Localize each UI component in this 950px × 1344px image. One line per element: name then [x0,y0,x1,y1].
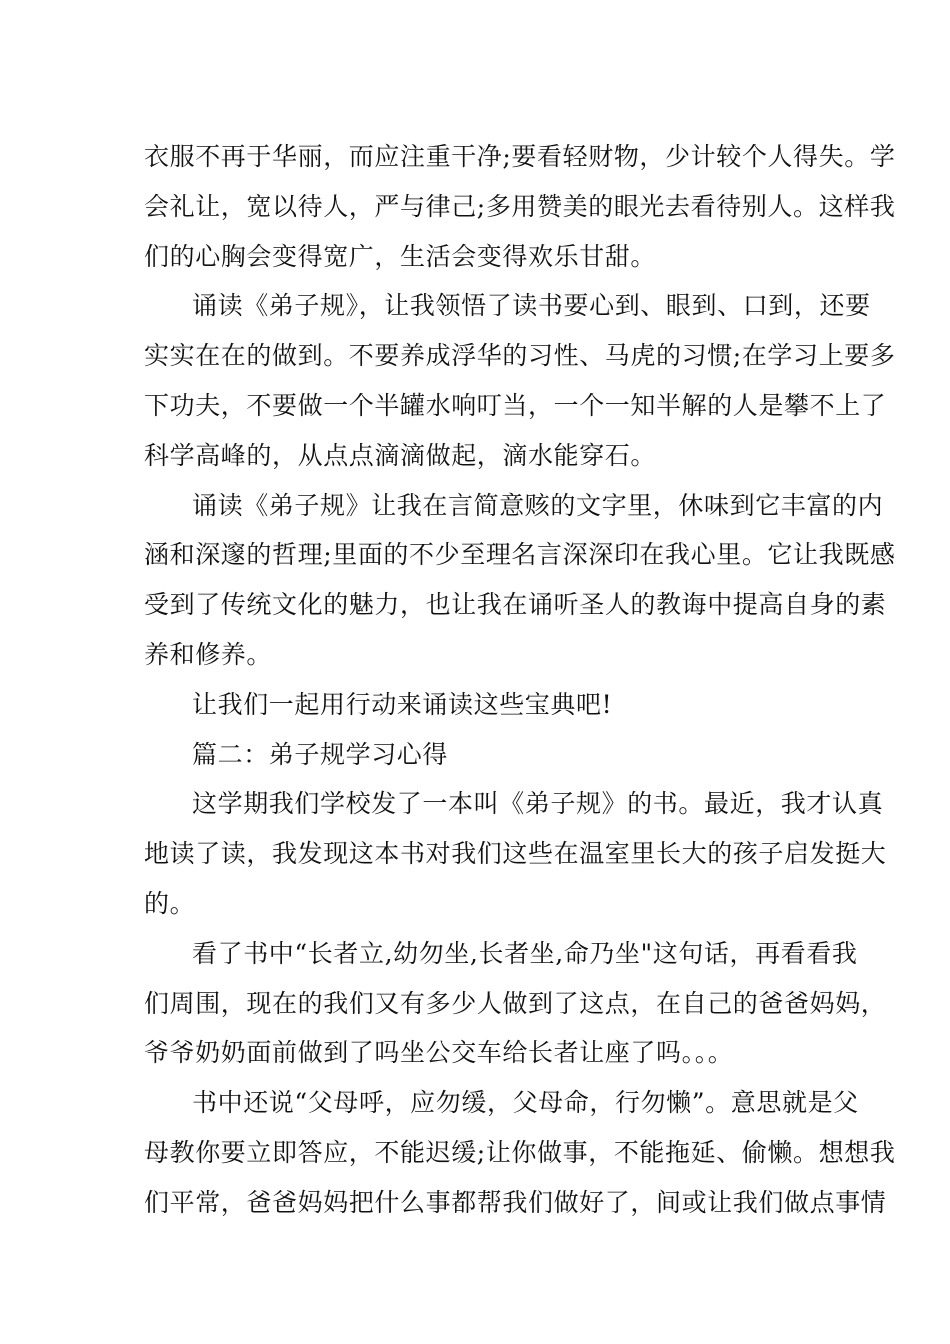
text-line: 看了书中“长者立,幼勿坐,长者坐,命乃坐"这句话，再看看我 [192,938,858,968]
text-line: 地读了读，我发现这本书对我们这些在温室里长大的孩子启发挺大 [144,839,887,869]
text-line: 爷爷奶奶面前做到了吗坐公交车给长者让座了吗。。。 [144,1038,734,1068]
text-line: 母教你要立即答应，不能迟缓;让你做事，不能拖延、偷懒。想想我 [144,1137,896,1167]
text-line: 诵读《弟子规》让我在言简意赅的文字里，休味到它丰富的内 [192,490,884,520]
text-line: 涵和深邃的哲理;里面的不少至理名言深深印在我心里。它让我既感 [144,540,896,570]
text-line: 让我们一起用行动来诵读这些宝典吧! [192,689,613,719]
text-line: 的。 [144,888,196,918]
text-line: 衣服不再于华丽，而应注重干净;要看轻财物，少计较个人得失。学 [144,142,896,171]
text-line: 养和修养。 [144,639,273,669]
text-line: 们周围，现在的我们又有多少人做到了这点，在自己的爸爸妈妈， [144,988,887,1018]
text-line: 下功夫，不要做一个半罐水响叮当，一个一知半解的人是攀不上了 [144,390,887,420]
text-line: 诵读《弟子规》，让我领悟了读书要心到、眼到、口到，还要 [192,291,871,321]
text-line: 们平常，爸爸妈妈把什么事都帮我们做好了，间或让我们做点事情 [144,1187,887,1217]
text-line: 会礼让，宽以待人，严与律己;多用赞美的眼光去看待别人。这样我 [144,191,896,221]
text-line: 受到了传统文化的魅力，也让我在诵听圣人的教诲中提高自身的素 [144,590,887,620]
text-line: 这学期我们学校发了一本叫《弟子规》的书。最近，我才认真 [192,789,884,819]
text-line: 科学高峰的，从点点滴滴做起，滴水能穿石。 [144,440,657,470]
section-heading: 篇二：弟子规学习心得 [192,739,449,769]
text-line: 书中还说“父母呼，应勿缓，父母命，行勿懒”。意思就是父 [192,1088,859,1118]
text-line: 实实在在的做到。不要养成浮华的习性、马虎的习惯;在学习上要多 [144,341,896,371]
document-body [144,132,896,1228]
text-line: 们的心胸会变得宽广，生活会变得欢乐甘甜。 [144,241,657,271]
